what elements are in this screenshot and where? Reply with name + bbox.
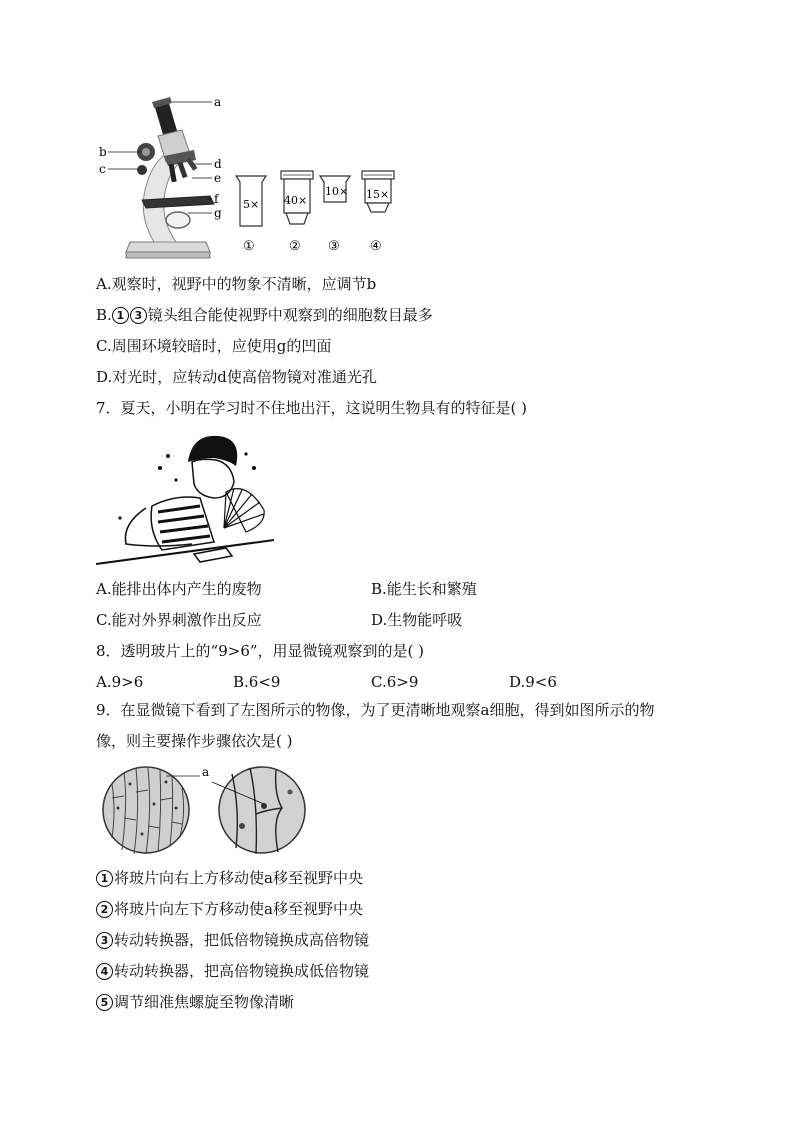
svg-text:40×: 40×: [284, 194, 308, 207]
label-b: b: [99, 145, 107, 159]
label-a: a: [202, 765, 210, 779]
svg-text:10×: 10×: [325, 185, 349, 198]
svg-text:15×: 15×: [366, 188, 390, 201]
microscope-figure: [96, 92, 406, 262]
q7-option-d: D.生物能呼吸: [371, 611, 463, 629]
circled-number: 3: [130, 307, 147, 324]
svg-text:5×: 5×: [243, 198, 260, 211]
q8-option-c: C.6>9: [371, 673, 419, 691]
q9-step-3: 3 转动转换器，把低倍物镜换成高倍物镜: [96, 930, 369, 950]
microscope-diagram: [96, 92, 406, 262]
label-e: e: [214, 171, 222, 185]
label-c: c: [99, 162, 106, 176]
q6-option-a: A.观察时，视野中的物象不清晰，应调节b: [96, 275, 377, 293]
label-g: g: [214, 206, 222, 220]
circled-number: 3: [96, 932, 113, 949]
q8-option-a: A.9>6: [96, 673, 144, 691]
circled-number: 1: [96, 870, 113, 887]
q7-stem: 7．夏天，小明在学习时不住地出汗，这说明生物具有的特征是( ): [96, 399, 528, 417]
q7-option-a: A.能排出体内产生的废物: [96, 580, 262, 598]
q9-step-5: 5 调节细准焦螺旋至物像清晰: [96, 992, 294, 1012]
q7-option-c: C.能对外界刺激作出反应: [96, 611, 262, 629]
svg-text:①: ①: [243, 239, 255, 254]
circled-number: 2: [96, 901, 113, 918]
label-a: a: [214, 95, 222, 109]
q6-option-d: D.对光时，应转动d使高倍物镜对准通光孔: [96, 368, 377, 386]
q8-stem: 8．透明玻片上的“9>6”，用显微镜观察到的是( ): [96, 642, 425, 660]
circled-number: 5: [96, 994, 113, 1011]
q9-step-4: 4 转动转换器，把高倍物镜换成低倍物镜: [96, 961, 369, 981]
q9-step-1: 1 将玻片向右上方移动使a移至视野中央: [96, 868, 363, 888]
q8-option-b: B.6<9: [233, 673, 281, 691]
q9-step-2: 2 将玻片向左下方移动使a移至视野中央: [96, 899, 363, 919]
label-f: f: [214, 192, 219, 206]
q6-option-b: B. 1 3 镜头组合能使视野中观察到的细胞数目最多: [96, 306, 433, 324]
label-d: d: [214, 157, 222, 171]
boy-drawing: [96, 432, 276, 570]
lens-1: [236, 176, 266, 254]
circled-number: 1: [112, 307, 129, 324]
cell-views-diagram: [100, 764, 310, 856]
sweating-boy-illustration: [96, 432, 276, 570]
svg-text:③: ③: [328, 239, 340, 254]
svg-text:②: ②: [289, 239, 301, 254]
q8-option-d: D.9<6: [509, 673, 557, 691]
cell-views-figure: [100, 764, 310, 856]
lens-4: [362, 171, 394, 254]
svg-text:④: ④: [370, 239, 382, 254]
q9-stem-line1: 9．在显微镜下看到了左图所示的物像，为了更清晰地观察a细胞，得到如图所示的物: [96, 701, 655, 719]
lens-2: [281, 171, 313, 254]
q9-stem-line2: 像，则主要操作步骤依次是( ): [96, 732, 293, 750]
q6-option-c: C.周围环境较暗时，应使用g的凹面: [96, 337, 332, 355]
circled-number: 4: [96, 963, 113, 980]
lens-3: [320, 176, 350, 254]
q7-option-b: B.能生长和繁殖: [371, 580, 477, 598]
